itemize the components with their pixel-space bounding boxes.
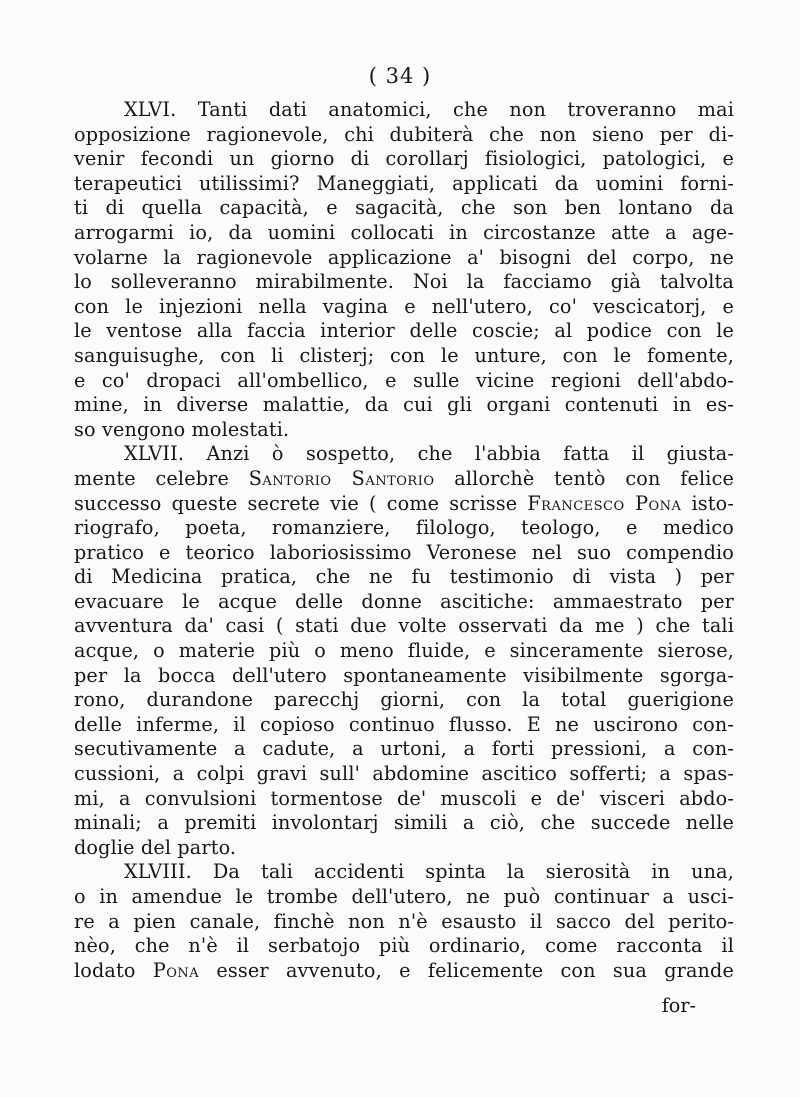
- text-line: successo queste secrete vie ( come scrisse Francesco Pona isto-: [74, 491, 734, 515]
- text-line: re a pien canale, finchè non n'è esausto il sacco del perito-: [74, 909, 734, 933]
- text-line: mi, a convulsioni tormentose de' muscoli e de' visceri abdo-: [74, 786, 734, 810]
- text-line: terapeutici utilissimi? Maneggiati, applicati da uomini forni-: [74, 171, 734, 195]
- text-line: nèo, che n'è il serbatojo più ordinario, come racconta il: [74, 934, 734, 958]
- text-line: delle inferme, il copioso continuo flusso. E ne uscirono con-: [74, 712, 734, 736]
- text-line: XLVI. Tanti dati anatomici, che non troveranno mai: [124, 98, 734, 121]
- text-line: volarne la ragionevole applicazione a' bisogni del corpo, ne: [74, 245, 734, 269]
- text-line: ti di quella capacità, e sagacità, che son ben lontano da: [74, 196, 734, 220]
- text-line: e co' dropaci all'ombellico, e sulle vicine regioni dell'abdo-: [74, 368, 734, 392]
- text-line: acque, o materie più o meno fluide, e sinceramente sierose,: [74, 639, 734, 663]
- body-text: [74, 98, 734, 983]
- text-line: evacuare le acque delle donne ascitiche: ammaestrato per: [74, 589, 734, 613]
- text-line: per la bocca dell'utero spontaneamente visibilmente sgorga-: [74, 663, 734, 687]
- text-line: con le injezioni nella vagina e nell'utero, co' vescicatorj, e: [74, 294, 734, 318]
- catchword: for-: [661, 994, 696, 1017]
- text-line: rono, durandone parecchj giorni, con la total guerigione: [74, 688, 734, 712]
- text-line: le ventose alla faccia interior delle coscie; al podice con le: [74, 319, 734, 343]
- page-number: ( 34 ): [368, 64, 432, 88]
- text-line: opposizione ragionevole, chi dubiterà che non sieno per di-: [74, 122, 734, 146]
- text-line: minali; a premiti involontarj simili a ciò, che succede nelle: [74, 811, 734, 835]
- text-line: so vengono molestati.: [74, 417, 290, 441]
- text-line: mine, in diverse malattie, da cui gli organi contenuti in es-: [74, 393, 734, 417]
- text-line: riografo, poeta, romanziere, filologo, teologo, e medico: [74, 516, 734, 540]
- text-line: avventura da' casi ( stati due volte osservati da me ) che tali: [74, 614, 734, 638]
- text-line: di Medicina pratica, che ne fu testimonio di vista ) per: [74, 565, 734, 589]
- text-line: sanguisughe, con li clisterj; con le unture, con le fomente,: [74, 343, 734, 367]
- text-line: lo solleveranno mirabilmente. Noi la facciamo già talvolta: [74, 270, 734, 294]
- text-line: arrogarmi io, da uomini collocati in circostanze atte a age-: [74, 220, 734, 244]
- text-line: XLVII. Anzi ò sospetto, che l'abbia fatta il giusta-: [124, 442, 734, 466]
- text-line: lodato Pona esser avvenuto, e felicemente con sua grande: [74, 958, 734, 982]
- text-line: cussioni, a colpi gravi sull' abdomine ascitico sofferti; a spas-: [74, 762, 734, 786]
- text-line: secutivamente a cadute, a urtoni, a forti pressioni, a con-: [74, 737, 734, 761]
- text-line: mente celebre Santorio Santorio allorchè tentò con felice: [74, 466, 734, 490]
- text-line: o in amendue le trombe dell'utero, ne può continuar a usci-: [74, 885, 734, 908]
- text-line: venir fecondi un giorno di corollarj fisiologici, patologici, e: [74, 147, 734, 171]
- text-line: XLVIII. Da tali accidenti spinta la sierosità in una,: [124, 860, 734, 884]
- text-line: doglie del parto.: [74, 835, 237, 859]
- text-line: pratico e teorico laboriosissimo Veronese nel suo compendio: [74, 540, 734, 564]
